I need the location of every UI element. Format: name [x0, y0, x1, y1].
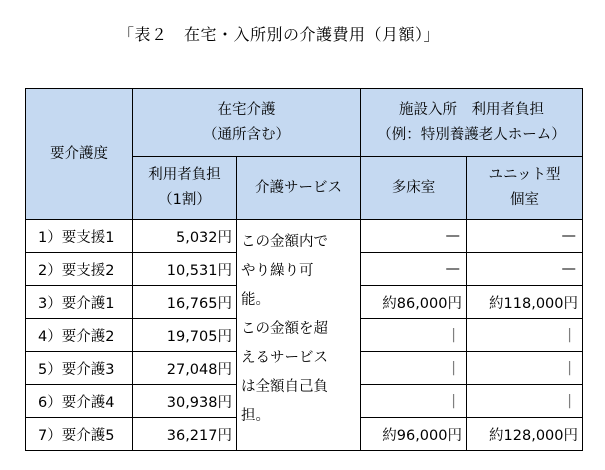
- user-cost-cell: 10,531円: [133, 253, 237, 286]
- header-care-level: 要介護度: [26, 89, 133, 220]
- multi-bed-cell: —: [361, 220, 467, 253]
- user-cost-cell: 36,217円: [133, 418, 237, 451]
- multi-bed-cell: —: [361, 253, 467, 286]
- service-note-line: やり繰り可: [241, 263, 314, 279]
- header-care-service: 介護サービス: [237, 157, 361, 220]
- table-caption: 「表２ 在宅・入所別の介護費用（月額）」: [118, 25, 441, 44]
- service-note-cell: [237, 220, 361, 451]
- unit-cell: —: [467, 253, 583, 286]
- care-level-cell: 1）要支援1: [26, 220, 133, 253]
- service-note-line: 能。: [241, 292, 270, 308]
- service-note-line: 担。: [241, 408, 270, 424]
- unit-cell: 約128,000円: [467, 418, 583, 451]
- header-facility: [361, 89, 583, 157]
- multi-bed-cell: |: [361, 352, 467, 385]
- user-cost-cell: 27,048円: [133, 352, 237, 385]
- multi-bed-cell: 約86,000円: [361, 286, 467, 319]
- header-multi-bed: 多床室: [361, 157, 467, 220]
- user-cost-cell: 19,705円: [133, 319, 237, 352]
- multi-bed-cell: |: [361, 319, 467, 352]
- care-level-cell: 7）要介護5: [26, 418, 133, 451]
- header-facility-line1: 施設入所 利用者負担: [399, 101, 544, 118]
- unit-cell: 約118,000円: [467, 286, 583, 319]
- multi-bed-cell: 約96,000円: [361, 418, 467, 451]
- unit-cell: |: [467, 319, 583, 352]
- header-user-cost: [133, 157, 237, 220]
- header-unit-line2: 個室: [510, 192, 539, 208]
- service-note-line: は全額自己負: [241, 379, 328, 395]
- unit-cell: |: [467, 352, 583, 385]
- care-cost-table: [25, 88, 583, 451]
- care-level-cell: 6）要介護4: [26, 385, 133, 418]
- header-home-care-line2: （通所含む）: [203, 126, 290, 143]
- header-user-cost-line2: （1割）: [158, 192, 211, 208]
- table-row: [26, 220, 583, 253]
- header-user-cost-line1: 利用者負担: [148, 167, 221, 183]
- multi-bed-cell: |: [361, 385, 467, 418]
- header-unit-line1: ユニット型: [488, 167, 561, 183]
- header-home-care-line1: 在宅介護: [217, 101, 276, 118]
- unit-cell: |: [467, 385, 583, 418]
- service-note-line: えるサービス: [241, 350, 328, 366]
- care-level-cell: 2）要支援2: [26, 253, 133, 286]
- service-note-line: この金額を超: [241, 321, 328, 337]
- care-level-cell: 5）要介護3: [26, 352, 133, 385]
- care-level-cell: 3）要介護1: [26, 286, 133, 319]
- user-cost-cell: 5,032円: [133, 220, 237, 253]
- user-cost-cell: 30,938円: [133, 385, 237, 418]
- header-home-care: [133, 89, 361, 157]
- user-cost-cell: 16,765円: [133, 286, 237, 319]
- header-facility-line2: （例：特別養護老人ホーム）: [377, 126, 566, 143]
- header-unit: [467, 157, 583, 220]
- care-level-cell: 4）要介護2: [26, 319, 133, 352]
- unit-cell: —: [467, 220, 583, 253]
- service-note-line: この金額内で: [241, 234, 328, 250]
